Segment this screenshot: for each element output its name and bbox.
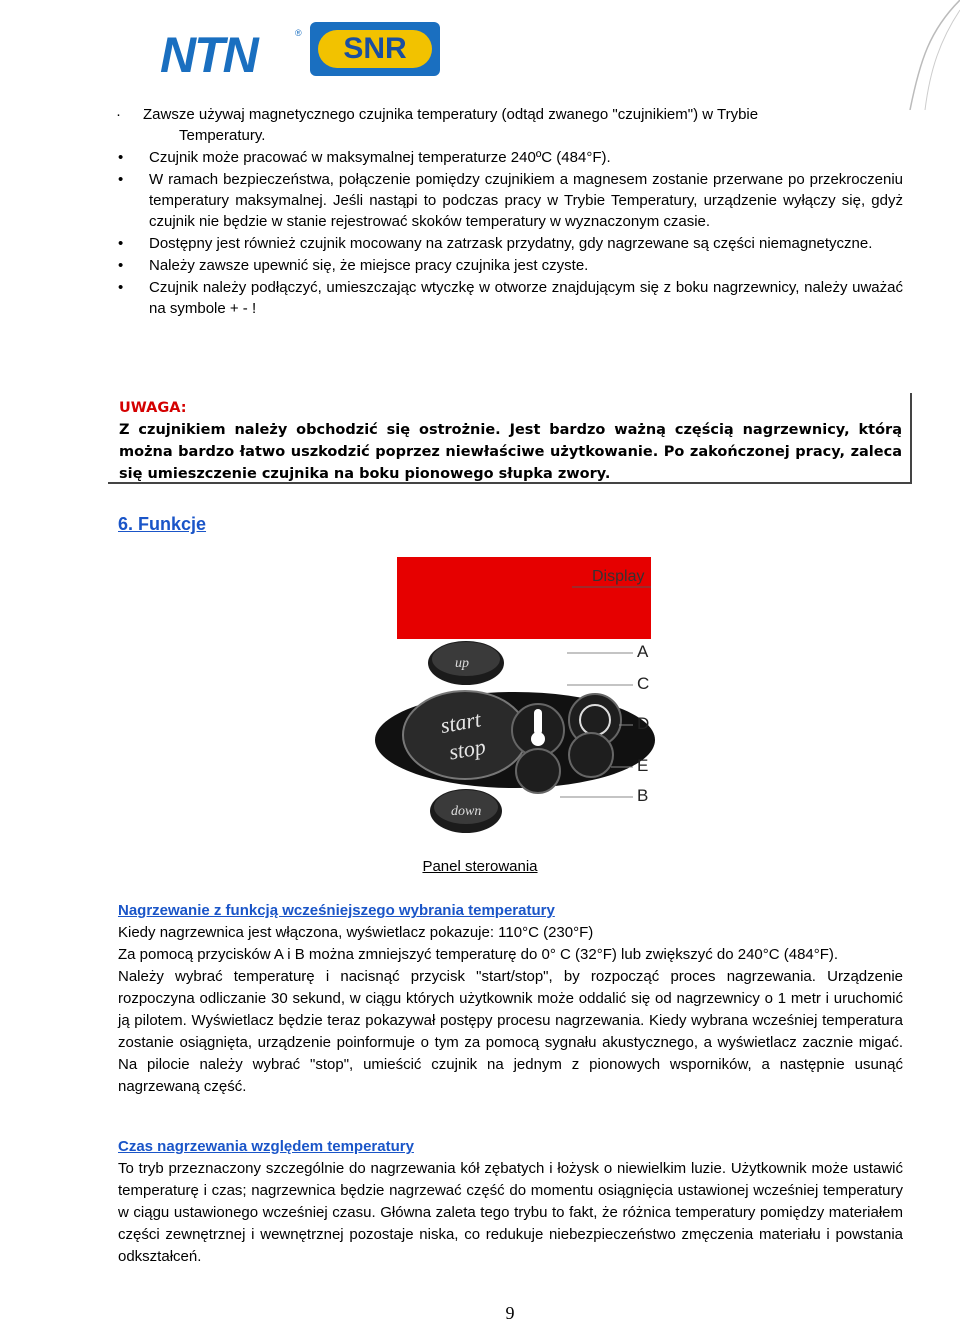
display-label: Display bbox=[592, 568, 645, 585]
snr-logo-text: SNR bbox=[318, 30, 432, 68]
bullet-marker: · bbox=[116, 106, 121, 123]
page-number: 9 bbox=[505, 1303, 515, 1323]
letter-a: A bbox=[637, 642, 649, 661]
down-button bbox=[430, 789, 502, 833]
letter-b: B bbox=[637, 786, 649, 805]
subsection-preset-temperature bbox=[118, 900, 903, 1098]
list-item-text: Czujnik należy podłączyć, umieszczając wtyczkę w otworze znajdującym się z boku nagrzewnicy, należy uważać na symbole + - ! bbox=[149, 279, 903, 317]
registered-mark: ® bbox=[295, 28, 302, 38]
paragraph: Należy wybrać temperaturę i nacisnąć przycisk "start/stop", by rozpocząć proces nagrzewania. Urządzenie rozpoczyna odliczanie 30 sekund, w ciągu których użytkownik może oddalić się od nagrzewnicy o 1 metr i uruchomić ją pilotem. Wyświetlacz będzie teraz pokazywał postępy procesu nagrzewania. Kiedy wybrana wcześniej temperatura zostanie osiągnięta, urządzenie poinformuje o tym za pomocą sygnału akustycznego, a wyświetlacz zacznie migać. Na pilocie należy wybrać "stop", umieścić czujnik na jednym z pionowych wsporników, a następnie usunąć nagrzewaną część. bbox=[118, 968, 903, 1095]
letter-c: C bbox=[637, 674, 650, 693]
bullet-list bbox=[118, 104, 903, 320]
start-label: start bbox=[438, 706, 483, 739]
start-stop-cluster bbox=[375, 691, 655, 793]
list-item bbox=[118, 169, 903, 232]
warning-body: Z czujnikiem należy obchodzić się ostrożnie. Jest bardzo ważną częścią nagrzewnicy, którą można bardzo łatwo uszkodzić poprzez niewłaściwe użytkowanie. Po zakończonej pracy, zaleca się umieszczenie czujnika na boku pionowego słupka zwory. bbox=[119, 422, 902, 482]
up-label: up bbox=[455, 656, 469, 671]
ntn-logo: NTN bbox=[160, 27, 257, 83]
list-item-text: Należy zawsze upewnić się, że miejsce pracy czujnika jest czyste. bbox=[149, 257, 589, 274]
warning-box bbox=[108, 393, 912, 484]
list-item bbox=[118, 255, 903, 276]
thermometer-icon bbox=[534, 709, 542, 735]
list-item-text: W ramach bezpieczeństwa, połączenie pomiędzy czujnikiem a magnesem zostanie przerwane po przekroczeniu temperatury maksymalnej. Jeśli nastąpi to podczas pracy w Trybie Temperatury, urządzenie wyłączy się, gdyż czujnik nie będzie w stanie rejestrować skoków temperatury w wyznaczonym czasie. bbox=[149, 171, 903, 230]
section-heading: 6. Funkcje bbox=[118, 514, 207, 534]
paragraph: Kiedy nagrzewnica jest włączona, wyświetlacz pokazuje: 110°C (230°F) bbox=[118, 924, 594, 941]
paragraph: To tryb przeznaczony szczególnie do nagrzewania kół zębatych i łożysk o niewielkim luzie. Użytkownik może ustawić temperaturę i czas; nagrzewnica będzie nagrzewać część do momentu osiągnięcia ustawionej wcześniej temperatury w ciągu ustawionego wcześniej czasu. Główna zaleta tego trybu to fakt, że różnica temperatury pomiędzy materiałem części zewnętrznej i wewnętrznej pozostaje niska, co redukuje niebezpieczeństwo zmęczenia materiału i powstania odkształceń. bbox=[118, 1160, 903, 1265]
list-item-text: Czujnik może pracować w maksymalnej temperaturze 240ºC (484°F). bbox=[149, 149, 611, 166]
warning-title: UWAGA: bbox=[119, 400, 187, 416]
list-item-text: Dostępny jest również czujnik mocowany na zatrzask przydatny, gdy nagrzewane są części niemagnetyczne. bbox=[149, 235, 873, 252]
subsection-title: Czas nagrzewania względem temperatury bbox=[118, 1138, 414, 1155]
list-item bbox=[118, 233, 903, 254]
list-item-text: Temperatury. bbox=[179, 127, 266, 144]
list-item bbox=[118, 147, 903, 168]
bullet-marker: • bbox=[118, 257, 124, 274]
bullet-marker: • bbox=[118, 235, 124, 252]
paragraph: Za pomocą przycisków A i B można zmniejszyć temperaturę do 0° C (32°F) lub zwiększyć do 240°C (484°F). bbox=[118, 946, 839, 963]
subsection-title: Nagrzewanie z funkcją wcześniejszego wybrania temperatury bbox=[118, 902, 555, 919]
bullet-marker: • bbox=[118, 171, 124, 188]
letter-e: E bbox=[637, 756, 649, 775]
bullet-marker: • bbox=[118, 149, 124, 166]
corner-swoosh-icon bbox=[870, 0, 960, 110]
down-label: down bbox=[451, 804, 482, 819]
figure-caption: Panel sterowania bbox=[422, 858, 538, 875]
up-button bbox=[428, 641, 504, 685]
list-item bbox=[118, 104, 903, 146]
bullet-marker: • bbox=[118, 279, 124, 296]
control-panel-illustration bbox=[355, 545, 675, 845]
list-item bbox=[118, 277, 903, 319]
list-item-text: Zawsze używaj magnetycznego czujnika temperatury (odtąd zwanego "czujnikiem") w Trybie bbox=[143, 106, 759, 123]
stop-label: stop bbox=[446, 733, 488, 765]
snr-logo bbox=[310, 22, 440, 76]
letter-d: D bbox=[637, 714, 650, 733]
header-logos bbox=[160, 18, 440, 83]
subsection-time-vs-temperature bbox=[118, 1136, 903, 1268]
